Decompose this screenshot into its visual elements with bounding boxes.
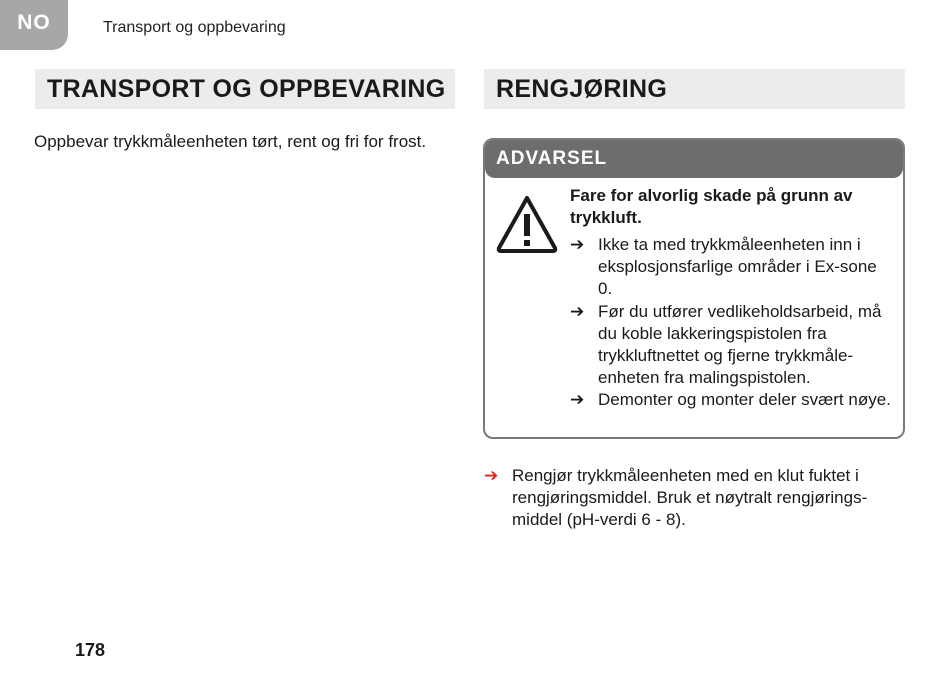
warning-item-text: Før du utfører vedlikeholdsarbeid, må du koble lakkeringspistolen fra trykkluftnettet og fjerne trykkmåle-enheten fra malingspistolen. — [598, 301, 882, 388]
arrow-right-icon: ➔ — [570, 301, 585, 321]
cleaning-step-text: Rengjør trykkmåleenheten med en klut fuktet i rengjøringsmiddel. Bruk et nøytralt rengjørings-middel (pH-verdi 6 - 8). — [512, 466, 868, 530]
warning-list — [570, 234, 895, 412]
warning-item — [570, 301, 895, 390]
language-tab: NO — [0, 0, 68, 50]
warning-item-text: Demonter og monter deler svært nøye. — [598, 390, 891, 410]
arrow-right-icon: ➔ — [484, 466, 499, 485]
running-header: Transport og oppbevaring — [103, 19, 286, 36]
section-title-cleaning: RENGJØRING — [484, 69, 905, 109]
section-title-transport: TRANSPORT OG OPPBEVARING — [35, 69, 455, 109]
warning-item-text: Ikke ta med trykkmåleenheten inn i eksplosjonsfarlige områder i Ex-sone 0. — [598, 235, 877, 299]
warning-item — [570, 389, 895, 411]
warning-box — [483, 138, 905, 439]
arrow-right-icon: ➔ — [570, 235, 585, 254]
page-number: 178 — [75, 640, 106, 660]
warning-item — [570, 234, 895, 301]
arrow-right-icon: ➔ — [570, 390, 585, 410]
warning-header: ADVARSEL — [485, 140, 903, 178]
transport-body-text: Oppbevar trykkmåleenheten tørt, rent og fri for frost. — [34, 132, 427, 151]
warning-triangle-icon — [495, 194, 559, 254]
warning-title: Fare for alvorlig skade på grunn av trykkluft. — [570, 186, 853, 227]
cleaning-step — [484, 465, 904, 532]
